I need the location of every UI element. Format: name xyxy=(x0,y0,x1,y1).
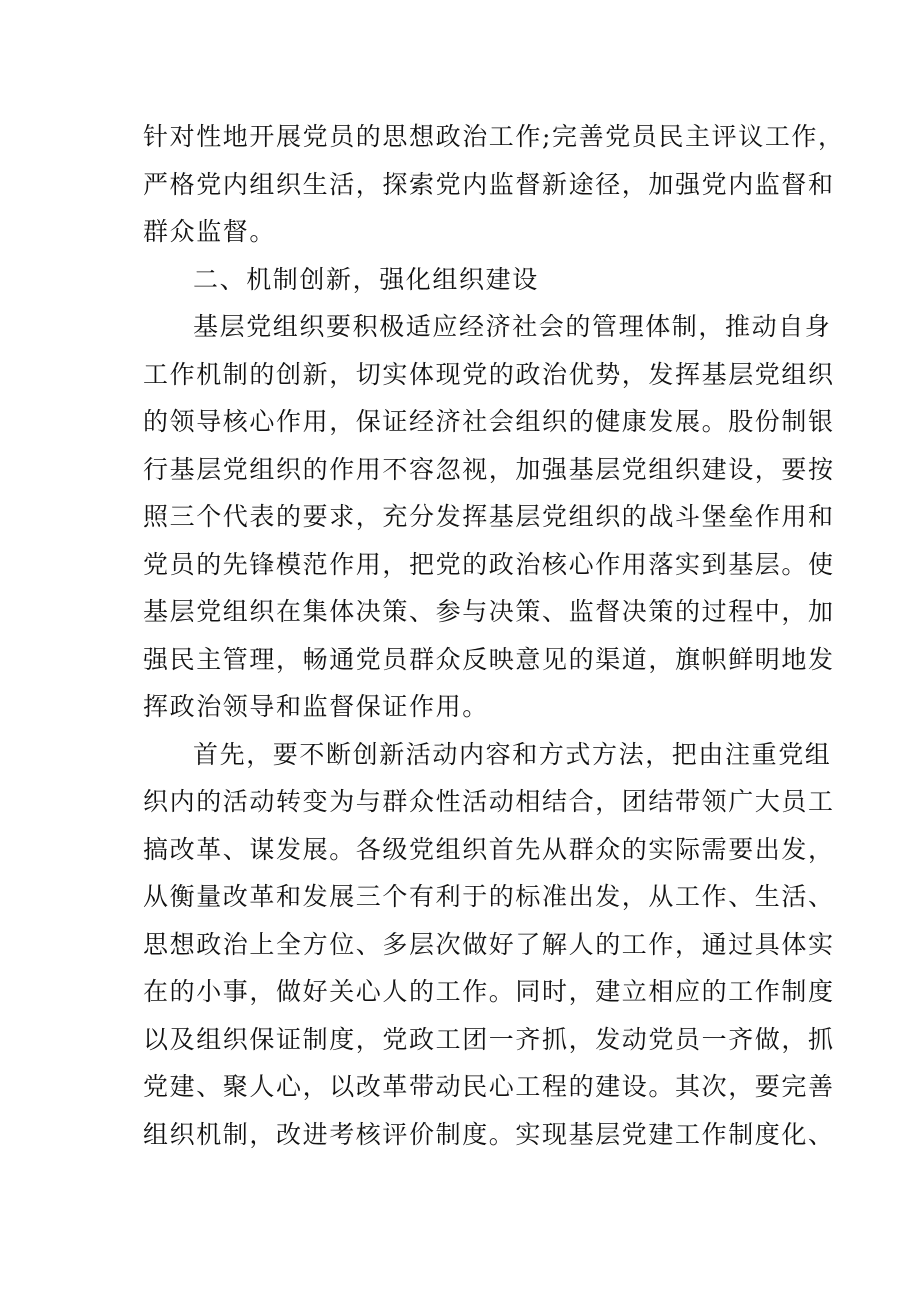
paragraph-line: 群众监督。 xyxy=(143,217,277,246)
paragraph-line: 从衡量改革和发展三个有利于的标准出发，从工作、生活、 xyxy=(143,882,835,911)
paragraph-line: 行基层党组织的作用不容忽视，加强基层党组织建设，要按 xyxy=(143,454,835,484)
paragraph-line: 照三个代表的要求，充分发挥基层党组织的战斗堡垒作用和 xyxy=(143,502,835,531)
paragraph-line: 在的小事，做好关心人的工作。同时，建立相应的工作制度 xyxy=(143,977,835,1006)
paragraph-line: 强民主管理，畅通党员群众反映意见的渠道，旗帜鲜明地发 xyxy=(143,644,835,674)
paragraph-line: 工作机制的创新，切实体现党的政治优势，发挥基层党组织 xyxy=(143,359,835,389)
paragraph-line: 挥政治领导和监督保证作用。 xyxy=(143,692,489,721)
paragraph-line: 基层党组织要积极适应经济社会的管理体制，推动自身 xyxy=(193,312,832,341)
paragraph-line: 搞改革、谋发展。各级党组织首先从群众的实际需要出发， xyxy=(143,834,835,864)
paragraph-line: 的领导核心作用，保证经济社会组织的健康发展。股份制银 xyxy=(143,407,835,436)
paragraph-line: 以及组织保证制度，党政工团一齐抓，发动党员一齐做，抓 xyxy=(143,1024,835,1054)
section-heading: 二、机制创新，强化组织建设 xyxy=(193,264,539,294)
paragraph-line: 织内的活动转变为与群众性活动相结合，团结带领广大员工 xyxy=(143,787,835,816)
document-page xyxy=(143,113,845,1158)
paragraph-line: 党员的先锋模范作用，把党的政治核心作用落实到基层。使 xyxy=(143,549,835,579)
paragraph-line: 基层党组织在集体决策、参与决策、监督决策的过程中，加 xyxy=(143,597,835,626)
paragraph-line: 组织机制，改进考核评价制度。实现基层党建工作制度化、 xyxy=(143,1119,835,1149)
paragraph-line: 思想政治上全方位、多层次做好了解人的工作，通过具体实 xyxy=(143,929,835,959)
paragraph-line: 针对性地开展党员的思想政治工作;完善党员民主评议工作， xyxy=(143,122,845,151)
paragraph-line: 严格党内组织生活，探索党内监督新途径，加强党内监督和 xyxy=(143,169,835,199)
paragraph-line: 首先，要不断创新活动内容和方式方法，把由注重党组 xyxy=(193,739,832,769)
paragraph-line: 党建、聚人心，以改革带动民心工程的建设。其次，要完善 xyxy=(143,1072,835,1101)
